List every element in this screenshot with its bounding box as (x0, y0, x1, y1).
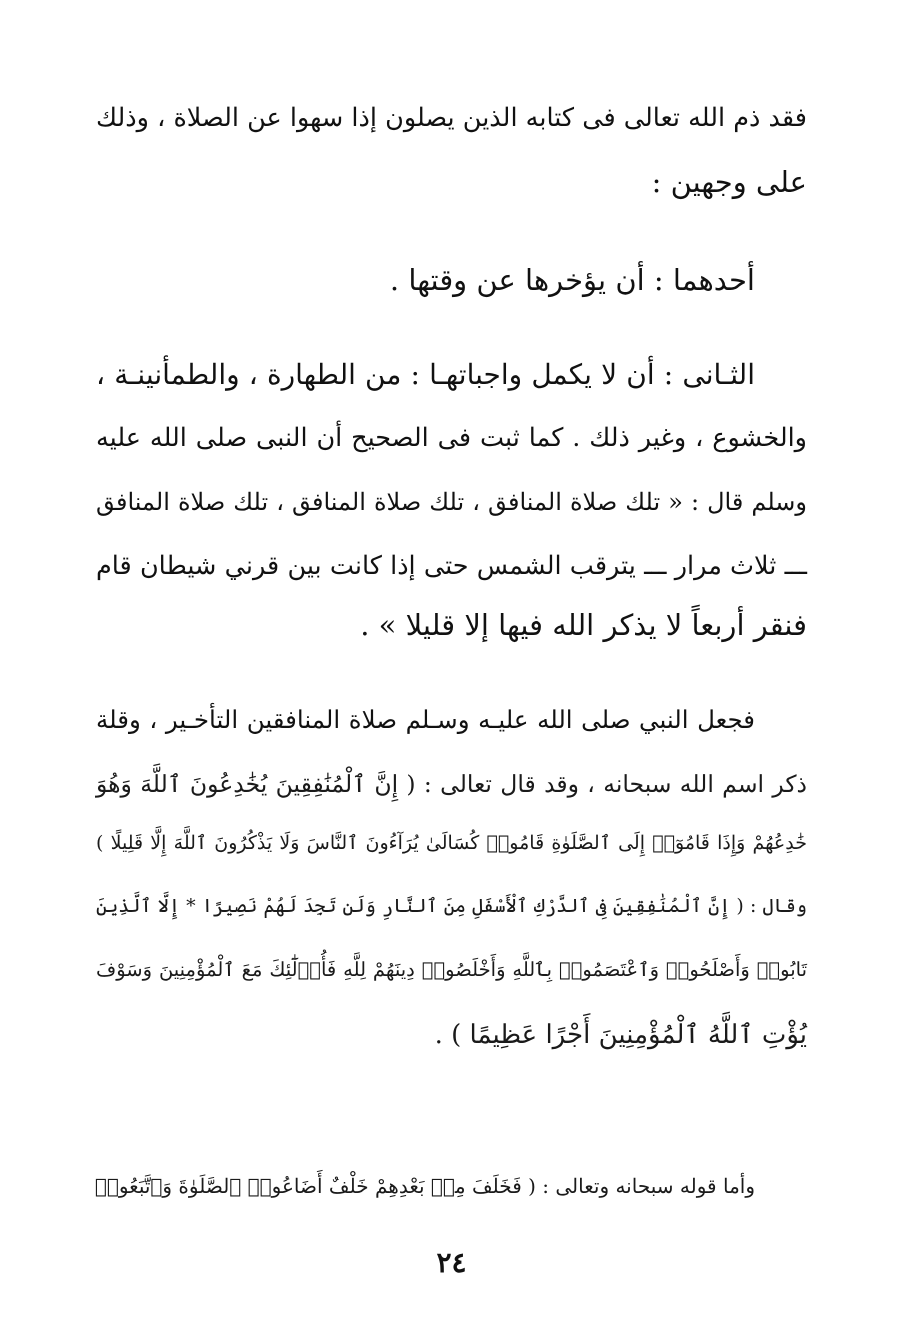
paragraph-1-line-2: على وجهين : (651, 165, 807, 199)
paragraph-4-line-2: ذكر اسم الله سبحانه ، وقد قال تعالى : ( إِنَّ ٱلْمُنَٰفِقِينَ يُخَٰدِعُونَ ٱللَّهَ وَهُوَ (96, 770, 807, 798)
paragraph-2-line-1: أحدهما : أن يؤخرها عن وقتها . (389, 263, 755, 297)
paragraph-4-verse-line-3: خَٰدِعُهُمْ وَإِذَا قَامُوٓا۟ إِلَى ٱلصَّلَوٰةِ قَامُوا۟ كُسَالَىٰ يُرَآءُونَ ٱلنَّاسَ وَلَا يَذْكُرُونَ ٱللَّهَ إِلَّا قَلِيلًا ) (96, 832, 807, 854)
paragraph-3-line-4: ـــ ثلاث مرار ـــ يترقب الشمس حتى إذا كانت بين قرني شيطان قام (96, 551, 807, 581)
paragraph-4-line-1: فجعل النبي صلى الله عليـه وسـلم صلاة المنافقين التأخـير ، وقلة (96, 705, 755, 734)
paragraph-3-line-3: وسلم قال : « تلك صلاة المنافق ، تلك صلاة المنافق ، تلك صلاة المنافق (96, 488, 807, 516)
paragraph-4-verse-line-5: تَابُوا۟ وَأَصْلَحُوا۟ وَٱعْتَصَمُوا۟ بِٱللَّهِ وَأَخْلَصُوا۟ دِينَهُمْ لِلَّهِ فَأُو۟لَٰٓئِكَ مَعَ ٱلْمُؤْمِنِينَ وَسَوْفَ (96, 958, 807, 981)
paragraph-5-line-1: وأما قوله سبحانه وتعالى : ( فَخَلَفَ مِنۢ بَعْدِهِمْ خَلْفٌ أَضَاعُوا۟ ٱلصَّلَوٰةَ وَٱتَّبَعُوا۟ (94, 1174, 755, 1198)
paragraph-3-line-1: الثـانى : أن لا يكمل واجباتهـا : من الطهارة ، والطمأنينـة ، (96, 358, 755, 391)
paragraph-4-verse-line-6: يُؤْتِ ٱللَّهُ ٱلْمُؤْمِنِينَ أَجْرًا عَظِيمًا ) . (434, 1020, 807, 1050)
paragraph-3-line-2: والخشوع ، وغير ذلك . كما ثبت فى الصحيح أن النبى صلى الله عليه (96, 423, 807, 453)
paragraph-1-line-1: فقد ذم الله تعالى فى كتابه الذين يصلون إذا سهوا عن الصلاة ، وذلك (96, 103, 807, 133)
paragraph-4-verse-line-4: وقال : ( إِنَّ ٱلْمُنَٰفِقِينَ فِى ٱلدَّرْكِ ٱلْأَسْفَلِ مِنَ ٱلنَّارِ وَلَن تَجِدَ لَهُمْ نَصِيرًا * إِلَّا ٱلَّذِينَ (96, 895, 807, 917)
paragraph-3-line-5: فنقر أربعاً لا يذكر الله فيها إلا قليلا » . (360, 608, 807, 642)
page-number: ٢٤ (436, 1246, 467, 1279)
